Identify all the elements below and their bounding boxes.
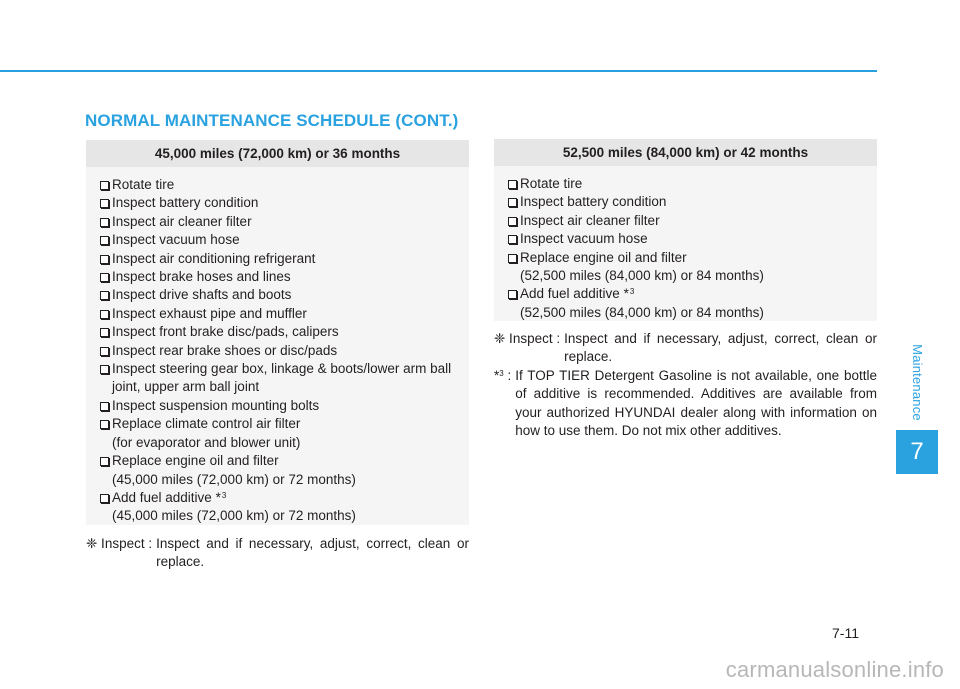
checkbox-square-icon (100, 365, 109, 374)
checkbox-square-icon (100, 457, 109, 466)
checklist-item-detail: joint, upper arm ball joint (112, 379, 260, 395)
checklist-item (100, 323, 469, 341)
checkbox-square-icon (100, 420, 109, 429)
checkbox-square-icon (100, 218, 109, 227)
checklist-item (100, 342, 469, 360)
checkbox-square-icon (100, 236, 109, 245)
checklist-item-text: Inspect exhaust pipe and muffler (112, 305, 307, 321)
checkbox-square-icon (100, 402, 109, 411)
checklist-item (100, 397, 469, 415)
schedule-45000-items (86, 167, 469, 526)
checklist-item (508, 193, 877, 211)
checkbox-square-icon (508, 217, 517, 226)
fuel-additive-note (494, 367, 877, 441)
fuel-note-text: If TOP TIER Detergent Gasoline is not available, one bottle of additive is recommended. Additives are available from your authorized HYUNDAI dealer along with information on how to use them. Do not mix other additives. (515, 368, 877, 439)
checklist-item-text: Replace climate control air filter (112, 416, 301, 432)
fuel-note-lead (494, 367, 515, 441)
checkbox-square-icon (100, 255, 109, 264)
chapter-number-tab: 7 (896, 430, 938, 474)
checklist-item (100, 415, 469, 452)
checkbox-square-icon (100, 291, 109, 300)
checklist-item-detail: (52,500 miles (84,000 km) or 84 months) (520, 304, 764, 320)
inspect-note-lead: ❈ Inspect : (86, 536, 153, 551)
checklist-item-text: Add fuel additive * (520, 286, 629, 302)
footnote-marker: 3 (221, 490, 227, 500)
schedule-52500-panel (494, 139, 877, 321)
checkbox-square-icon (100, 494, 109, 503)
checklist-item-text: Add fuel additive * (112, 489, 221, 505)
checkbox-square-icon (508, 254, 517, 263)
watermark: carmanualsonline.info (725, 657, 944, 682)
checklist-item-text: Replace engine oil and filter (520, 249, 687, 265)
checklist-item (508, 249, 877, 286)
checklist-item-detail: (45,000 miles (72,000 km) or 72 months) (112, 508, 356, 524)
checklist-item (508, 212, 877, 230)
checkbox-square-icon (508, 198, 517, 207)
top-rule (0, 70, 877, 72)
fuel-note-sup: 3 (499, 369, 504, 378)
schedule-52500-heading: 52,500 miles (84,000 km) or 42 months (494, 139, 877, 166)
checklist-item-text: Replace engine oil and filter (112, 453, 279, 469)
checklist-item (100, 286, 469, 304)
checklist-item (100, 194, 469, 212)
checklist-item (100, 176, 469, 194)
checkbox-square-icon (100, 273, 109, 282)
inspect-note-text: Inspect and if necessary, adjust, correct, clean or replace. (564, 331, 877, 365)
checklist-item (100, 250, 469, 268)
checklist-item-text: Inspect vacuum hose (112, 232, 240, 248)
section-title: NORMAL MAINTENANCE SCHEDULE (CONT.) (85, 111, 459, 130)
fuel-note-star: * (494, 368, 500, 383)
checklist-item-text: Inspect suspension mounting bolts (112, 397, 320, 413)
chapter-side-label-text: Maintenance (909, 343, 925, 421)
checklist-item-text: Inspect vacuum hose (520, 231, 648, 247)
checklist-item-text: Inspect air cleaner filter (112, 213, 252, 229)
checkbox-square-icon (100, 181, 109, 190)
page-number: 7-11 (832, 625, 859, 641)
checklist-item (508, 175, 877, 193)
checkbox-square-icon (508, 235, 517, 244)
chapter-side-label (896, 332, 938, 432)
checklist-item (100, 305, 469, 323)
checklist-item-text: Inspect air cleaner filter (520, 212, 660, 228)
checklist-item (100, 213, 469, 231)
fuel-note-colon: : (503, 368, 512, 383)
schedule-45000-heading: 45,000 miles (72,000 km) or 36 months (86, 140, 469, 167)
checkbox-square-icon (100, 347, 109, 356)
footnote-marker: 3 (629, 287, 635, 297)
checklist-item (100, 268, 469, 286)
schedule-45000-panel (86, 140, 469, 525)
checklist-item-detail: (45,000 miles (72,000 km) or 72 months) (112, 471, 356, 487)
checkbox-square-icon (508, 180, 517, 189)
checklist-item (508, 230, 877, 248)
checklist-item (508, 285, 877, 322)
checklist-item-text: Rotate tire (520, 176, 583, 191)
inspect-note-lead: ❈ Inspect : (494, 331, 561, 346)
checklist-item-text: Inspect drive shafts and boots (112, 287, 292, 303)
checklist-item-text: Inspect rear brake shoes or disc/pads (112, 342, 338, 358)
checklist-item-text: Inspect steering gear box, linkage & boots/lower arm ball (112, 361, 452, 377)
checklist-item-text: Inspect front brake disc/pads, calipers (112, 324, 339, 340)
checklist-item-detail: (52,500 miles (84,000 km) or 84 months) (520, 268, 764, 284)
checklist-item-text: Rotate tire (112, 177, 175, 192)
inspect-note-text: Inspect and if necessary, adjust, correct, clean or replace. (156, 536, 469, 570)
checklist-item (100, 452, 469, 489)
checkbox-square-icon (508, 290, 517, 299)
checkbox-square-icon (100, 328, 109, 337)
checklist-item (100, 489, 469, 526)
checkbox-square-icon (100, 310, 109, 319)
checklist-item-text: Inspect battery condition (520, 194, 667, 210)
checklist-item-text: Inspect brake hoses and lines (112, 269, 291, 285)
checkbox-square-icon (100, 199, 109, 208)
inspect-note-right (494, 330, 877, 367)
checklist-item (100, 360, 469, 397)
checklist-item-detail: (for evaporator and blower unit) (112, 434, 301, 450)
inspect-note-left (86, 535, 469, 572)
schedule-52500-items (494, 166, 877, 322)
checklist-item-text: Inspect air conditioning refrigerant (112, 250, 316, 266)
checklist-item-text: Inspect battery condition (112, 195, 259, 211)
checklist-item (100, 231, 469, 249)
